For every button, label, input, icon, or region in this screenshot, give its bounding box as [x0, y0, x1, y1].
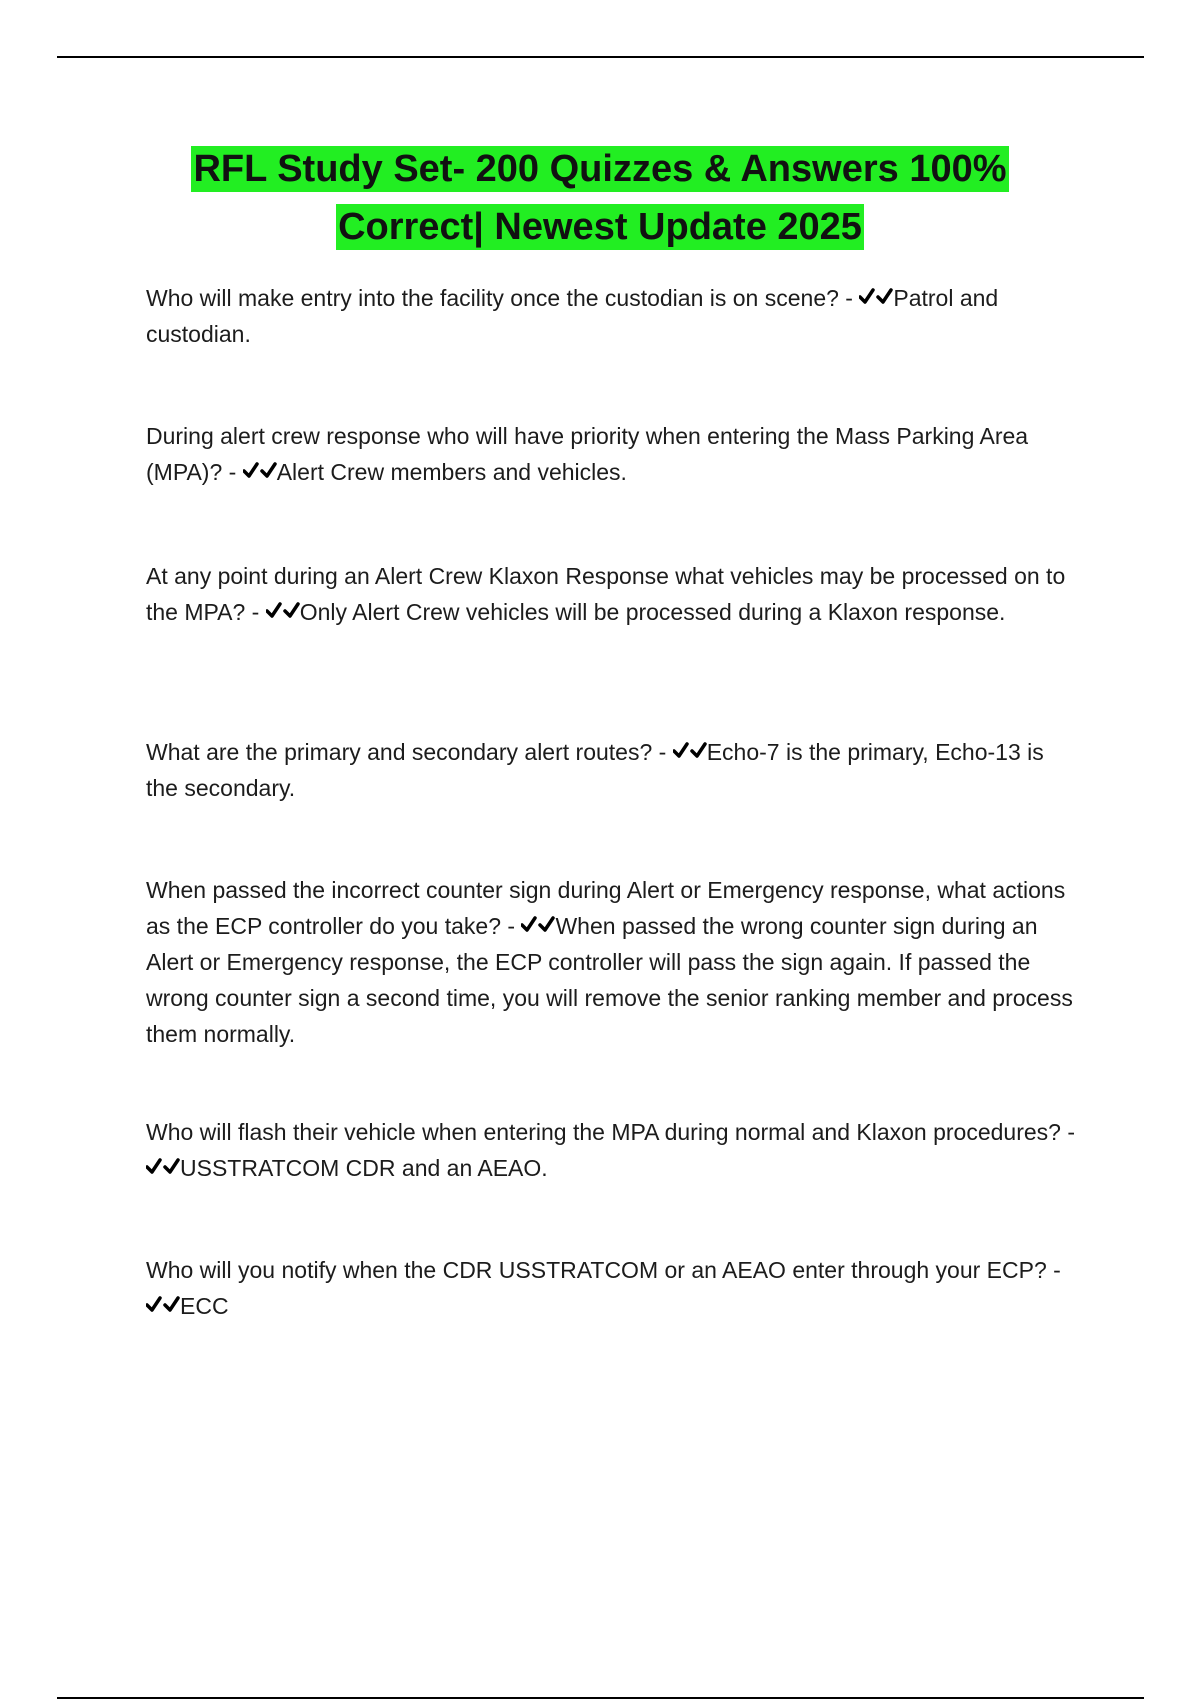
- header-rule: [57, 56, 1144, 58]
- question-text: What are the primary and secondary alert routes?: [146, 739, 653, 765]
- separator: -: [245, 599, 266, 625]
- document-title: [150, 140, 1050, 256]
- qa-item: [146, 1252, 1081, 1324]
- qa-item: [146, 280, 1081, 352]
- question-text: At any point during an Alert Crew Klaxon Response what vehicles may be processed on to the MPA?: [146, 563, 1066, 625]
- answer-text: Only Alert Crew vehicles will be processed during a Klaxon response.: [299, 599, 1006, 625]
- answer-text: ECC: [180, 1293, 229, 1319]
- double-check-icon: [243, 460, 277, 482]
- question-text: Who will make entry into the facility once the custodian is on scene?: [146, 285, 839, 311]
- answer-text: Alert Crew members and vehicles.: [276, 459, 627, 485]
- title-line-1: RFL Study Set- 200 Quizzes & Answers 100%: [193, 148, 1007, 190]
- answer-text: Patrol and custodian.: [146, 285, 999, 347]
- qa-item: [146, 558, 1081, 630]
- separator: -: [501, 913, 522, 939]
- qa-item: [146, 418, 1081, 490]
- double-check-icon: [266, 600, 300, 622]
- double-check-icon: [521, 914, 555, 936]
- question-text: Who will flash their vehicle when entering the MPA during normal and Klaxon procedures?: [146, 1119, 1061, 1145]
- double-check-icon: [146, 1156, 180, 1178]
- separator: -: [222, 459, 243, 485]
- answer-text: When passed the wrong counter sign during an Alert or Emergency response, the ECP controller will pass the sign again. If passed the wrong counter sign a second time, you will remove the senior ranking member and process them normally.: [146, 913, 1073, 1047]
- double-check-icon: [673, 740, 707, 762]
- question-text: When passed the incorrect counter sign during Alert or Emergency response, what actions as the ECP controller do you take?: [146, 877, 1066, 939]
- qa-item: [146, 872, 1081, 1052]
- question-text: During alert crew response who will have priority when entering the Mass Parking Area (MPA)?: [146, 423, 1029, 485]
- double-check-icon: [146, 1294, 180, 1316]
- title-line-2: Correct| Newest Update 2025: [338, 206, 862, 248]
- qa-item: [146, 734, 1081, 806]
- double-check-icon: [859, 286, 893, 308]
- footer-rule: [57, 1697, 1144, 1699]
- separator: -: [652, 739, 673, 765]
- answer-text: Echo-7 is the primary, Echo-13 is the secondary.: [146, 739, 1044, 801]
- separator: -: [1046, 1257, 1061, 1283]
- answer-text: USSTRATCOM CDR and an AEAO.: [180, 1155, 548, 1181]
- separator: -: [838, 285, 860, 311]
- qa-item: [146, 1114, 1081, 1186]
- separator: -: [1060, 1119, 1076, 1145]
- question-text: Who will you notify when the CDR USSTRATCOM or an AEAO enter through your ECP?: [146, 1257, 1047, 1283]
